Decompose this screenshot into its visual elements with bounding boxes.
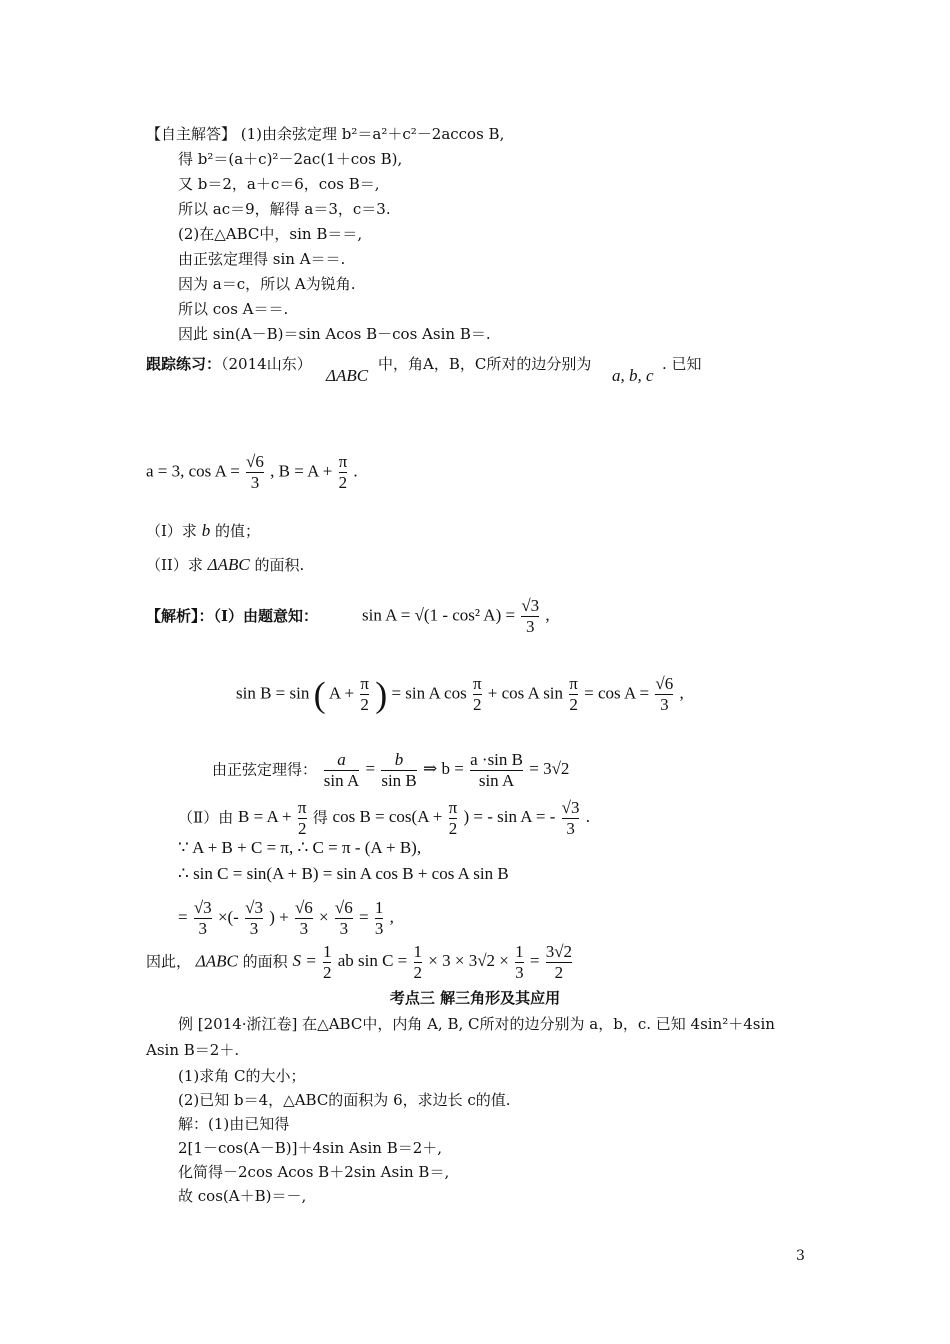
analysis-line-1 [362, 596, 550, 637]
frac-3sqrt2-over-2 [546, 942, 572, 983]
numerator: √6 [334, 898, 353, 917]
denominator: sin A [470, 770, 523, 791]
self-solution-line-8: 所以 cos A＝＝. [178, 300, 289, 318]
frac-sqrt3-over-3 [521, 596, 539, 637]
frac-sqrt6-over-3 [335, 898, 353, 939]
given-b: , B = A + [270, 461, 333, 481]
numerator: b [394, 750, 404, 769]
denominator: sin B [381, 771, 417, 790]
numerator: 3√2 [545, 942, 573, 961]
analysis-line-6: ∴ sin C = sin(A + B) = sin A cos B + cos A sin B [178, 864, 509, 883]
example-line-7: 化简得－2cos Acos B＋2sin Asin B＝, [178, 1163, 450, 1181]
example-line-3: (1)求角 C的大小； [178, 1067, 306, 1085]
product: × 3 × 3√2 × [428, 951, 509, 971]
denominator: 2 [569, 695, 578, 714]
frac-pi-over-2 [339, 452, 348, 493]
A-plus: A + [328, 683, 355, 703]
sine-law-expr: $\frac{a}{\text{sin A}}$ = $\frac{b}{\text{sin B}}$ ⇒ b = $\frac{\text{a ·sin B}}{\text{sin A}}$ = 3√2 [323, 750, 570, 790]
q1-end: 的值； [215, 522, 261, 540]
numerator: π [448, 798, 458, 817]
times: × [319, 907, 329, 927]
times-neg: ×(- [217, 907, 239, 927]
denominator: 2 [448, 819, 458, 838]
frac-1-over-2 [323, 942, 332, 983]
q1-var: b [201, 521, 211, 540]
frac-1-over-2 [414, 942, 423, 983]
practice-text-end: . 已知 [662, 355, 702, 373]
analysis-label-text: 【解析】：（Ⅰ）由题意知： [146, 607, 319, 625]
de: 得 [312, 808, 328, 827]
comma: , [545, 605, 550, 625]
sinA-expr: sin A = √(1 - cos² A) = [362, 605, 516, 625]
numerator: π [360, 674, 369, 693]
denominator: 3 [295, 918, 313, 939]
frac-sqrt3-over-3 [245, 898, 263, 939]
cosAsin: + cos A sin [487, 683, 564, 703]
practice-intro [146, 354, 312, 374]
neg-sinA: ) = - sin A = - [463, 807, 556, 827]
frac-pi-over-2 [473, 674, 482, 715]
frac-sqrt3-over-3 [562, 798, 580, 839]
frac-b-over-sinB [381, 750, 416, 791]
comma: , [679, 683, 684, 703]
right-paren: ) [375, 674, 388, 715]
frac-pi-over-2 [298, 798, 307, 839]
denominator: 2 [413, 963, 423, 982]
frac-pi-over-2 [449, 798, 458, 839]
eq: = [178, 907, 188, 927]
practice-text-mid: 中，角A，B，C所对的边分别为 [378, 355, 592, 373]
part2-label: （Ⅱ）由 [178, 808, 234, 827]
page-number: 3 [796, 1248, 805, 1264]
cosA-eq: = cos A = [584, 683, 650, 703]
self-solution-line-5: (2)在△ABC中，sin B＝＝, [178, 225, 363, 243]
numerator: π [472, 674, 482, 693]
denominator: 2 [338, 473, 348, 492]
example-line-2: Asin B＝2＋. [146, 1041, 240, 1059]
self-solution-line-4: 所以 ac＝9，解得 a＝3，c＝3. [178, 200, 391, 218]
numerator: 1 [515, 942, 524, 961]
sinAcos: = sin A cos [391, 683, 467, 703]
frac-sqrt3-over-3 [194, 898, 212, 939]
denominator: 3 [246, 472, 264, 493]
denominator: 3 [521, 616, 539, 637]
denominator: 3 [335, 918, 353, 939]
eq: = [529, 951, 540, 971]
frac-sqrt6-over-3 [246, 452, 264, 493]
sinB-sin: sin B = sin [236, 683, 310, 703]
numerator: √3 [561, 798, 580, 817]
analysis-label [146, 606, 318, 626]
example-line-4: (2)已知 b＝4，△ABC的面积为 6，求边长 c的值. [178, 1091, 511, 1109]
denominator: sin A [323, 771, 360, 790]
frac-sqrt6-over-3 [295, 898, 313, 939]
denominator: 3 [194, 918, 212, 939]
eq: = [358, 907, 369, 927]
dot: . [585, 807, 590, 827]
practice-triangle: ΔABC [326, 366, 369, 385]
self-solution-line-1: 【自主解答】 (1)由余弦定理 b²＝a²＋c²－2accos B, [146, 125, 505, 143]
S-eq: S = [292, 951, 317, 971]
analysis-line-7 [178, 898, 394, 939]
example-line-1: 例 [2014·浙江卷] 在△ABC中，内角 A, B, C所对的边分别为 a，b，c. 已知 4sin²＋4sin [178, 1015, 775, 1033]
frac-pi-over-2 [569, 674, 578, 715]
analysis-line-4 [178, 798, 590, 839]
frac-1-over-3 [515, 942, 524, 983]
denominator: 2 [297, 819, 307, 838]
numerator: 1 [374, 898, 384, 917]
B-eq: B = A + [237, 807, 292, 827]
denominator: 3 [562, 818, 580, 839]
given-a-cos: a = 3, cos A = [146, 461, 240, 481]
q2-var: ΔABC [207, 555, 250, 574]
denominator: 2 [473, 695, 482, 714]
numerator: π [297, 798, 307, 817]
analysis-line-2 [236, 674, 684, 715]
given-dot: . [353, 461, 358, 481]
frac-1-over-3 [375, 898, 384, 939]
numerator: √3 [521, 596, 540, 615]
q2-end: 的面积. [254, 556, 305, 574]
practice-label: 跟踪练习： [146, 355, 222, 373]
numerator: √3 [193, 898, 212, 917]
denominator: 2 [360, 695, 369, 714]
triangle: ΔABC [195, 951, 238, 971]
self-solution-line-9: 因此 sin(A－B)＝sin Acos B－cos Asin B＝. [178, 325, 491, 343]
self-solution-line-6: 由正弦定理得 sin A＝＝. [178, 250, 346, 268]
numerator: √6 [246, 452, 264, 471]
numerator: π [569, 674, 578, 693]
section-title: 考点三 解三角形及其应用 [389, 989, 561, 1007]
numerator: √6 [655, 674, 674, 693]
practice-source: （2014山东） [221, 355, 312, 373]
cosB-eq: cos B = cos(A + [332, 807, 443, 827]
self-solution-line-2: 得 b²＝(a＋c)²－2ac(1＋cos B), [178, 150, 403, 168]
denominator: 2 [546, 962, 572, 983]
denominator: 2 [322, 963, 332, 982]
analysis-line-3 [212, 750, 569, 791]
self-solution-line-3: 又 b＝2，a＋c＝6，cos B＝, [178, 175, 380, 193]
frac-asinB-over-sinA [470, 750, 523, 791]
numerator: π [338, 452, 348, 471]
numerator: 1 [413, 942, 423, 961]
area-expr [292, 942, 574, 982]
question-1 [146, 521, 260, 541]
denominator: 3 [245, 918, 263, 939]
close-plus: ) + [269, 907, 289, 927]
cosB-expr [332, 798, 590, 838]
example-line-5: 解：(1)由已知得 [178, 1115, 290, 1133]
frac-a-over-sinA [324, 750, 359, 791]
implies: ⇒ b = [423, 759, 464, 779]
result: = 3√2 [529, 759, 570, 779]
q2-label: （II）求 [146, 556, 203, 574]
numerator: a [337, 750, 346, 769]
numerator: √6 [294, 898, 313, 917]
frac-sqrt6-over-3 [655, 674, 673, 715]
self-solution-line-7: 因为 a＝c，所以 A为锐角. [178, 275, 356, 293]
denominator: 3 [655, 694, 673, 715]
analysis-line-5: ∵ A + B + C = π, ∴ C = π - (A + B), [178, 838, 422, 857]
frac-pi-over-2 [360, 674, 369, 715]
sine-law-label: 由正弦定理得： [212, 760, 318, 779]
numerator: a ·sin B [470, 750, 523, 769]
example-line-8: 故 cos(A＋B)＝－, [178, 1187, 307, 1205]
left-paren: ( [313, 674, 326, 715]
numerator: 1 [322, 942, 332, 961]
therefore-label: 因此， [146, 952, 192, 971]
q1-label: （Ⅰ）求 [146, 522, 197, 540]
absinC: ab sin C = [337, 951, 408, 971]
numerator: √3 [245, 898, 263, 917]
analysis-line-8 [146, 942, 574, 983]
area-label: 的面积 [242, 952, 288, 971]
question-2 [146, 555, 304, 575]
denominator: 3 [515, 963, 524, 982]
denominator: 3 [374, 919, 384, 938]
part2-expr [237, 798, 313, 838]
practice-abc: a, b, c [612, 366, 654, 385]
example-line-6: 2[1－cos(A－B)]＋4sin Asin B＝2＋, [178, 1139, 443, 1157]
practice-given [146, 452, 358, 493]
comma: , [389, 907, 394, 927]
